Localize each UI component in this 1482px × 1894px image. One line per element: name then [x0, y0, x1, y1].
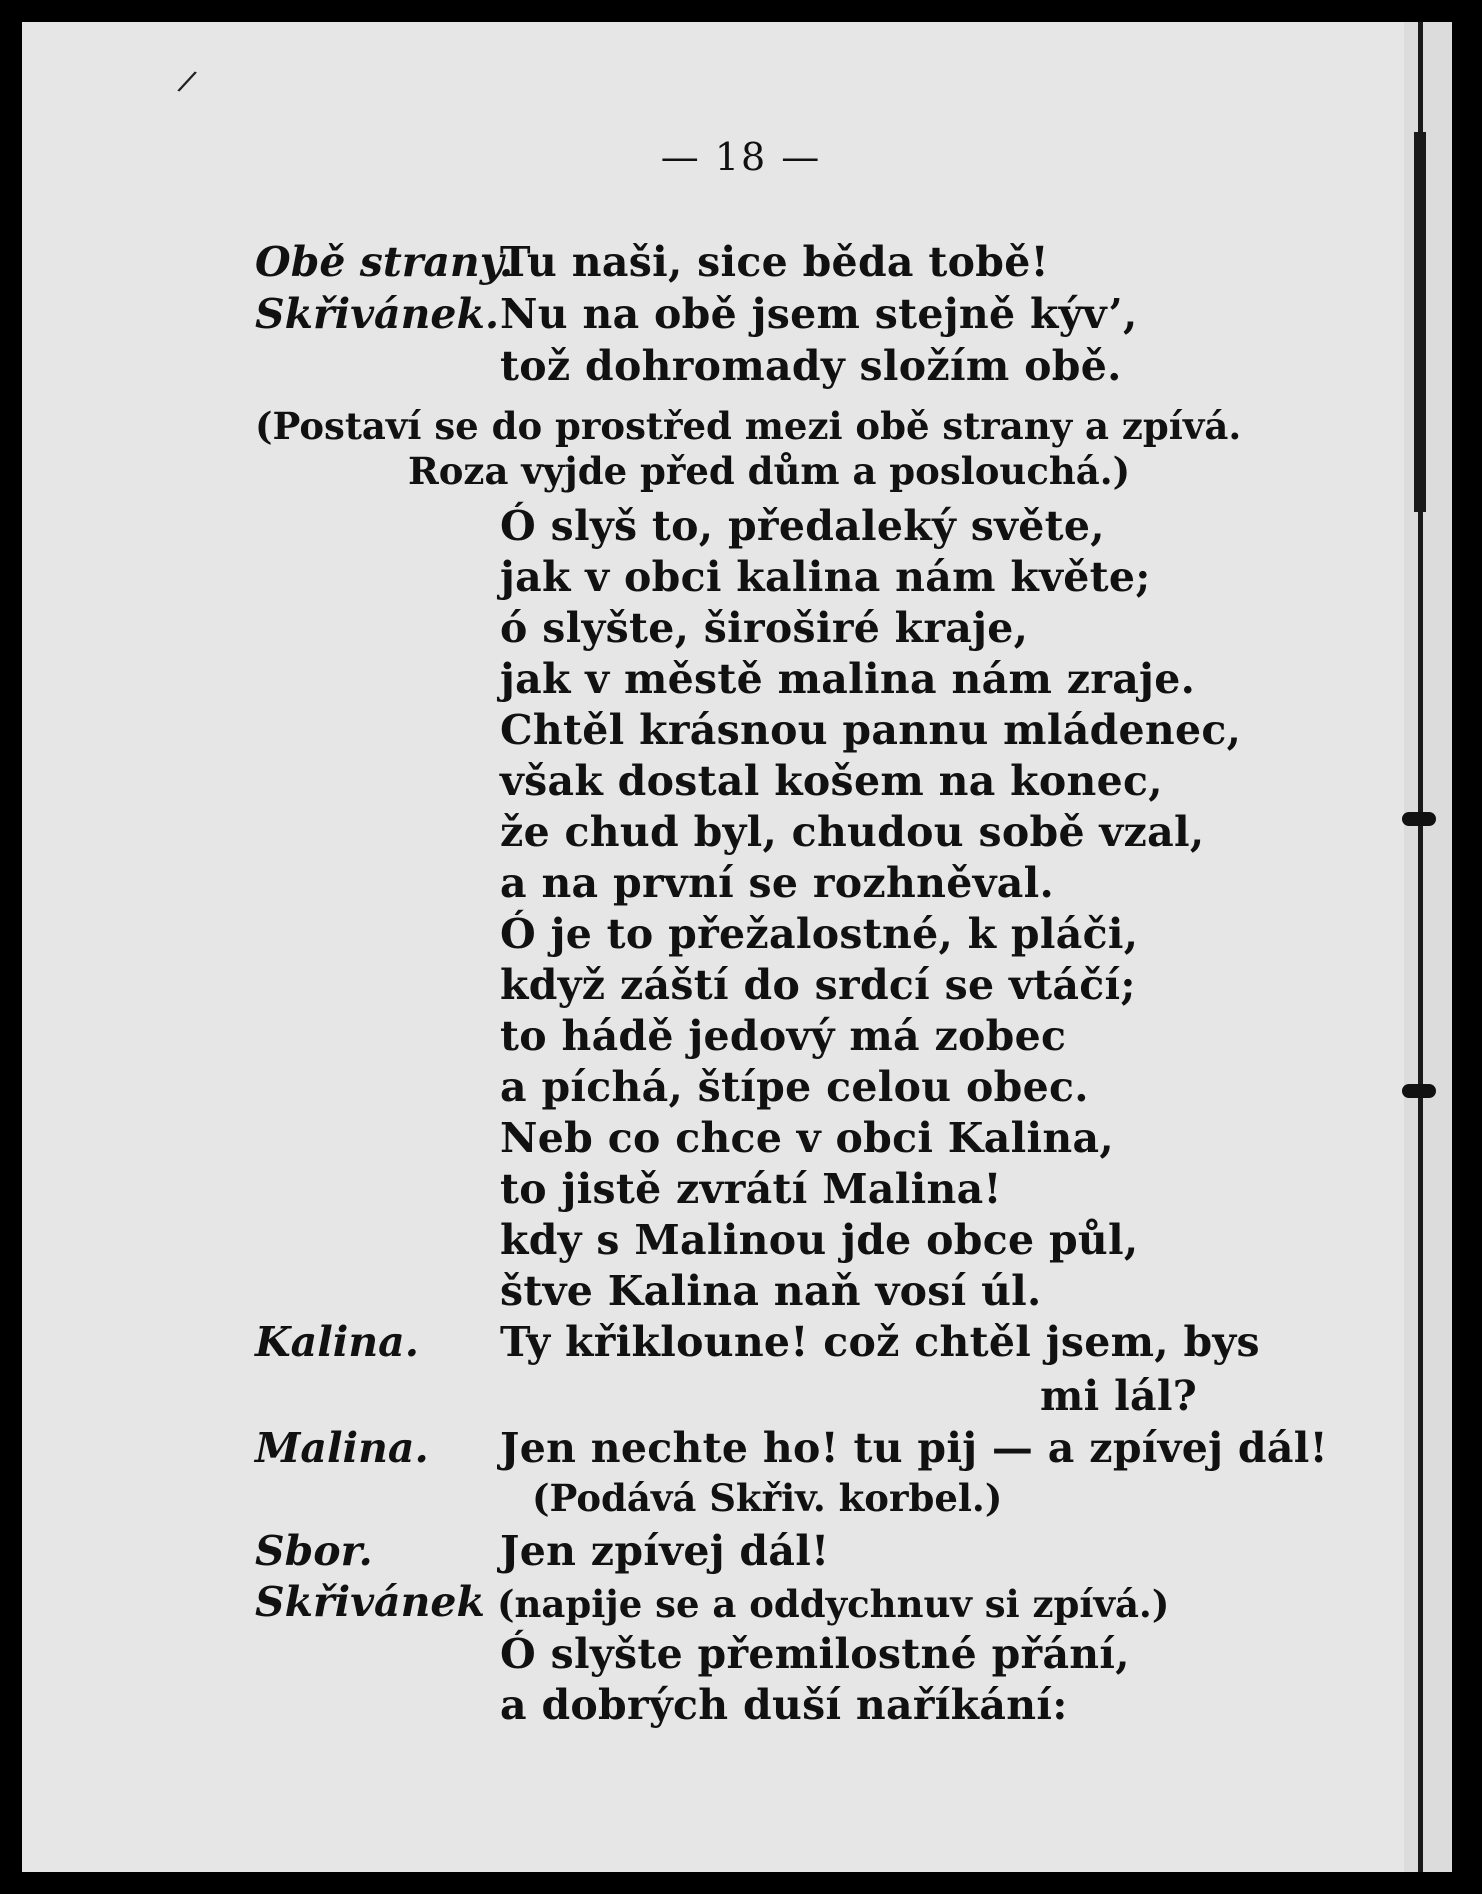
verse-line: však dostal košem na konec, [500, 757, 1163, 805]
speaker-malina: Malina. [255, 1424, 429, 1472]
verse-line: a na první se rozhněval. [500, 859, 1055, 907]
corner-mark: / [175, 63, 200, 100]
verse-line: štve Kalina naň vosí úl. [500, 1267, 1042, 1315]
verse-line: Ó je to přežalostné, k pláči, [500, 910, 1139, 958]
verse-line: to hádě jedový má zobec [500, 1012, 1067, 1060]
stage-direction: (Postaví se do prostřed mezi obě strany a zpívá. [255, 404, 1242, 448]
dialogue-line: Tu naši, sice běda tobě! [500, 238, 1049, 286]
binding-line-thick [1414, 132, 1426, 512]
verse-line: to jistě zvrátí Malina! [500, 1165, 1002, 1213]
verse-line: ó slyšte, široširé kraje, [500, 604, 1029, 652]
verse-line: a dobrých duší naříkání: [500, 1681, 1068, 1729]
page-number: — 18 — [660, 135, 822, 179]
verse-line: kdy s Malinou jde obce půl, [500, 1216, 1139, 1264]
verse-line: jak v obci kalina nám květe; [500, 553, 1151, 601]
page-binding-edge [1404, 22, 1452, 1872]
dialogue-line: tož dohromady složím obě. [500, 342, 1122, 390]
speaker-obe-strany: Obě strany. [255, 238, 514, 286]
verse-line: Chtěl krásnou pannu mládenec, [500, 706, 1242, 754]
speaker-skrivanek: Skřivánek. [255, 290, 500, 338]
speaker-skrivanek: Skřivánek [255, 1578, 485, 1626]
verse-line: Neb co chce v obci Kalina, [500, 1114, 1114, 1162]
binding-mark [1402, 812, 1436, 826]
dialogue-line: Ty křikloune! což chtěl jsem, bys [500, 1318, 1260, 1366]
stage-direction-text: vyjde před dům a poslouchá.) [521, 449, 1131, 493]
stage-name-roza: Roza [408, 449, 509, 493]
verse-line: a píchá, štípe celou obec. [500, 1063, 1089, 1111]
verse-line: jak v městě malina nám zraje. [500, 655, 1196, 703]
verse-line: že chud byl, chudou sobě vzal, [500, 808, 1205, 856]
stage-direction: (napije se a oddychnuv si zpívá.) [497, 1582, 1170, 1626]
stage-direction [408, 449, 1130, 493]
dialogue-line: Jen zpívej dál! [500, 1527, 830, 1575]
dialogue-line: Jen nechte ho! tu pij — a zpívej dál! [500, 1424, 1328, 1472]
binding-mark [1402, 1084, 1436, 1098]
dialogue-line: mi lál? [1040, 1372, 1198, 1420]
verse-line: když záští do srdcí se vtáčí; [500, 961, 1136, 1009]
dialogue-line: Nu na obě jsem stejně kýv’, [500, 290, 1138, 338]
speaker-sbor: Sbor. [255, 1527, 373, 1575]
verse-line: Ó slyš to, předaleký světe, [500, 502, 1105, 550]
stage-direction: (Podává Skřiv. korbel.) [532, 1476, 1003, 1520]
verse-line: Ó slyšte přemilostné přání, [500, 1630, 1130, 1678]
speaker-kalina: Kalina. [255, 1318, 419, 1366]
